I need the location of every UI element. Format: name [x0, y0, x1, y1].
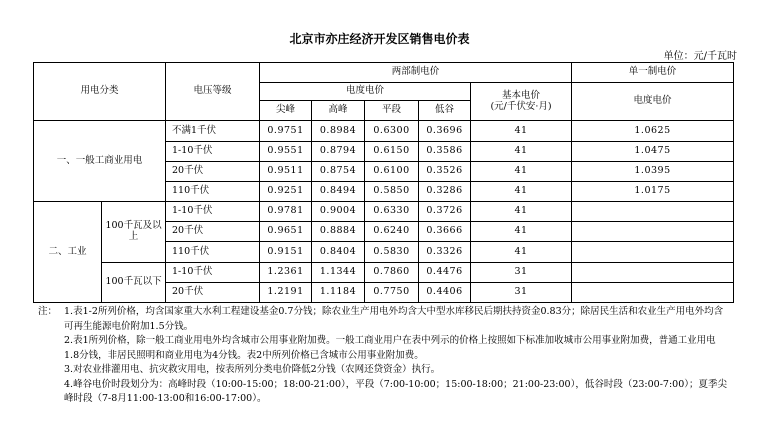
single-cell: 1.0395 — [572, 161, 734, 181]
flat-cell: 0.5830 — [365, 242, 419, 262]
basic-cell: 31 — [471, 262, 572, 282]
valley-cell: 0.3286 — [419, 181, 471, 201]
flat-cell: 0.6240 — [365, 222, 419, 242]
voltage-cell: 20千伏 — [166, 282, 260, 302]
valley-cell: 0.3726 — [419, 202, 471, 222]
note-item — [38, 378, 728, 407]
single-cell — [572, 242, 734, 262]
voltage-cell: 110千伏 — [166, 242, 260, 262]
flat-cell: 0.5850 — [365, 181, 419, 201]
header-two-part: 两部制电价 — [260, 63, 572, 83]
subgroup-above-100kw: 100千瓦及以上 — [102, 202, 166, 262]
table-row — [34, 121, 734, 141]
sharp-cell: 1.2191 — [260, 282, 312, 302]
table-row — [34, 202, 734, 222]
header-single: 单一制电价 — [572, 63, 734, 83]
header-single-energy: 电度电价 — [572, 83, 734, 121]
sharp-cell: 0.9751 — [260, 121, 312, 141]
note-text-4: 4.峰谷电价时段划分为：高峰时段（10:00-15:00；18:00-21:00），平段（7:00-10:00；15:00-18:00；21:00-23:00），低谷时段（23:00-7:00）；夏季尖峰时段（7-8月11:00-13:00和16:00-17:00）。 — [64, 378, 728, 404]
flat-cell: 0.6100 — [365, 161, 419, 181]
header-row-1 — [34, 63, 734, 83]
peak-cell: 0.8984 — [312, 121, 365, 141]
flat-cell: 0.6330 — [365, 202, 419, 222]
sharp-cell: 0.9511 — [260, 161, 312, 181]
peak-cell: 0.9004 — [312, 202, 365, 222]
flat-cell: 0.6150 — [365, 141, 419, 161]
single-cell: 1.0625 — [572, 121, 734, 141]
sharp-cell: 0.9551 — [260, 141, 312, 161]
single-cell: 1.0175 — [572, 181, 734, 201]
sharp-cell: 0.9651 — [260, 222, 312, 242]
flat-cell: 0.6300 — [365, 121, 419, 141]
peak-cell: 0.8884 — [312, 222, 365, 242]
basic-cell: 41 — [471, 222, 572, 242]
note-item — [38, 363, 728, 378]
valley-cell: 0.4476 — [419, 262, 471, 282]
single-cell — [572, 202, 734, 222]
voltage-cell: 20千伏 — [166, 161, 260, 181]
note-text-2: 2.表1所列价格，除一般工商业用电外均含城市公用事业附加费。一般工商业用户在表中列示的价格上按照如下标准加收城市公用事业附加费，普通工业用电1.8分钱，非居民照明和商业用电为4分钱。表2中所列价格已含城市公用事业附加费。 — [64, 335, 716, 361]
peak-cell: 0.8494 — [312, 181, 365, 201]
flat-cell: 0.7750 — [365, 282, 419, 302]
valley-cell: 0.3586 — [419, 141, 471, 161]
basic-cell: 41 — [471, 121, 572, 141]
sharp-cell: 0.9781 — [260, 202, 312, 222]
basic-cell: 41 — [471, 181, 572, 201]
peak-cell: 0.8404 — [312, 242, 365, 262]
subgroup-below-100kw: 100千瓦以下 — [102, 262, 166, 302]
voltage-cell: 1-10千伏 — [166, 202, 260, 222]
peak-cell: 0.8794 — [312, 141, 365, 161]
valley-cell: 0.3696 — [419, 121, 471, 141]
basic-cell: 41 — [471, 141, 572, 161]
single-cell: 1.0475 — [572, 141, 734, 161]
notes-label: 注： — [38, 306, 58, 317]
note-item — [38, 305, 728, 334]
sharp-cell: 0.9251 — [260, 181, 312, 201]
notes-section — [38, 305, 728, 407]
header-valley: 低谷 — [419, 101, 471, 121]
header-flat: 平段 — [365, 101, 419, 121]
single-cell — [572, 262, 734, 282]
voltage-cell: 1-10千伏 — [166, 141, 260, 161]
header-category: 用电分类 — [34, 63, 166, 121]
voltage-cell: 不满1千伏 — [166, 121, 260, 141]
unit-label: 单位：元/千瓦时 — [663, 51, 737, 62]
voltage-cell: 110千伏 — [166, 181, 260, 201]
single-cell — [572, 282, 734, 302]
group-general: 一、一般工商业用电 — [34, 121, 166, 202]
table-row — [34, 262, 734, 282]
basic-cell: 41 — [471, 242, 572, 262]
single-cell — [572, 222, 734, 242]
valley-cell: 0.3326 — [419, 242, 471, 262]
flat-cell: 0.7860 — [365, 262, 419, 282]
header-basic-price: 基本电价 (元/千伏安·月) — [471, 83, 572, 121]
valley-cell: 0.4406 — [419, 282, 471, 302]
voltage-cell: 20千伏 — [166, 222, 260, 242]
valley-cell: 0.3526 — [419, 161, 471, 181]
valley-cell: 0.3666 — [419, 222, 471, 242]
note-text-3: 3.对农业排灌用电、抗灾救灾用电，按表所列分类电价降低2分钱（农网还贷资金）执行。 — [64, 364, 441, 375]
peak-cell: 0.8754 — [312, 161, 365, 181]
page-title: 北京市亦庄经济开发区销售电价表 — [289, 32, 470, 46]
group-industry: 二、工业 — [34, 202, 102, 303]
basic-cell: 31 — [471, 282, 572, 302]
voltage-cell: 1-10千伏 — [166, 262, 260, 282]
price-table — [33, 62, 734, 303]
note-text-1: 1.表1-2所列价格，均含国家重大水利工程建设基金0.7分钱；除农业生产用电外均含大中型水库移民后期扶持资金0.83分；除居民生活和农业生产用电外均含可再生能源电价附加1.5分钱。 — [64, 306, 724, 332]
sharp-cell: 0.9151 — [260, 242, 312, 262]
note-item — [38, 334, 728, 363]
peak-cell: 1.1344 — [312, 262, 365, 282]
basic-cell: 41 — [471, 202, 572, 222]
sharp-cell: 1.2361 — [260, 262, 312, 282]
basic-cell: 41 — [471, 161, 572, 181]
header-energy-price: 电度电价 — [260, 83, 471, 101]
header-peak: 高峰 — [312, 101, 365, 121]
header-voltage: 电压等级 — [166, 63, 260, 121]
header-sharp: 尖峰 — [260, 101, 312, 121]
peak-cell: 1.1184 — [312, 282, 365, 302]
